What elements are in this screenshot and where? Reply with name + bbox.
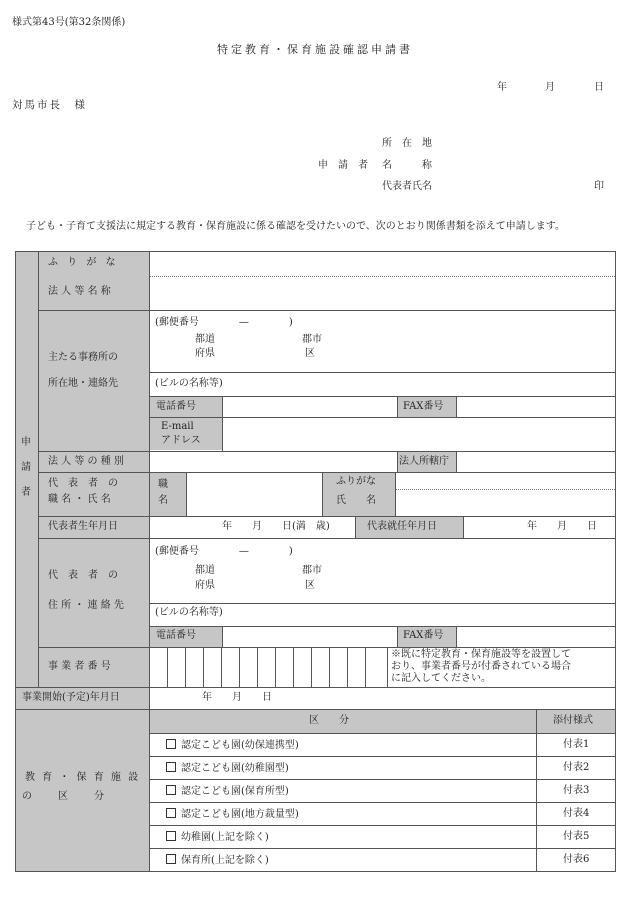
main-postal-label: (郵便番号 — ) [155, 317, 293, 328]
facility-attachment-3: 付表3 [563, 785, 590, 796]
rep-title-label-2: 職 名 ・ 氏 名 [48, 494, 111, 505]
rep-postal-label: (郵便番号 — ) [155, 546, 293, 557]
main-pref-label-1: 都道 [195, 334, 215, 345]
applicant-side-label-2: 請 [21, 462, 31, 473]
applicant-side-label-1: 申 [21, 437, 31, 448]
date-year: 年 [497, 82, 507, 93]
intro-text: 子ども・子育て支援法に規定する教育・保育施設に係る確認を受けたいので、次のとおり関係書類を添えて申請します。 [26, 221, 565, 232]
checkbox-icon[interactable] [166, 808, 176, 818]
email-label-1: E-mail [161, 421, 194, 432]
rep-phone-label: 電話番号 [156, 630, 196, 641]
main-city-label-2: 区 [305, 348, 315, 359]
checkbox-icon[interactable] [166, 785, 176, 795]
checkbox-icon[interactable] [166, 854, 176, 864]
facility-option-3[interactable]: 認定こども園(保育所型) [166, 785, 289, 798]
facility-option-6[interactable]: 保育所(上記を除く) [166, 854, 269, 867]
facility-attachment-6: 付表6 [563, 854, 590, 865]
rep-address-label-1: 代 表 者 の [48, 570, 118, 581]
representative-name-label: 代表者氏名 [382, 181, 432, 192]
rep-address-label-2: 住 所 ・ 連 絡 先 [48, 600, 124, 611]
form-number: 様式第43号(第32条関係) [12, 17, 126, 28]
provider-note-line-2: おり、事業者番号が付番されている場合 [391, 661, 571, 672]
main-office-label-1: 主たる事務所の [48, 352, 118, 363]
rep-furigana-label: ふりがな [336, 476, 376, 487]
start-row-label: 事業開始(予定)年月日 [22, 692, 120, 703]
attachment-header: 添付様式 [553, 715, 593, 726]
facility-attachment-2: 付表2 [563, 762, 590, 773]
facility-label-2: の 区 分 [22, 791, 106, 802]
main-building-label: (ビルの名称等) [155, 378, 223, 389]
main-phone-label: 電話番号 [156, 401, 196, 412]
start-row-date: 年 月 日 [202, 692, 272, 703]
checkbox-icon[interactable] [166, 739, 176, 749]
rep-city-label-1: 郡市 [302, 565, 322, 576]
facility-attachment-4: 付表4 [563, 808, 590, 819]
main-city-label-1: 郡市 [302, 334, 322, 345]
applicant-location-label: 所 在 地 [382, 138, 432, 149]
email-label-2: アドレス [161, 435, 201, 446]
provider-note-line-3: に記入してください。 [391, 673, 491, 684]
addressee: 対馬市長 様 [12, 99, 87, 111]
rep-fax-label: FAX番号 [403, 630, 444, 641]
document-title: 特定教育・保育施設確認申請書 [217, 43, 413, 56]
main-office-label-2: 所在地・連絡先 [48, 378, 118, 389]
applicant-side-label-3: 者 [21, 487, 31, 498]
facility-label-1: 教 育 ・ 保 育 施 設 [25, 772, 141, 783]
rep-start-label: 代表就任年月日 [367, 521, 437, 532]
rep-birth-date: 年 月 日(満 歳) [222, 521, 330, 532]
corp-office-label: 法人所轄庁 [399, 456, 449, 467]
main-fax-label: FAX番号 [403, 401, 444, 412]
facility-attachment-5: 付表5 [563, 831, 590, 842]
provider-no-label: 事 業 者 番 号 [48, 661, 111, 672]
rep-city-label-2: 区 [305, 580, 315, 591]
applicant-label: 申 請 者 [318, 160, 368, 171]
provider-note-line-1: ※既に特定教育・保育施設等を設置して [391, 649, 571, 660]
date-month: 月 [545, 82, 555, 93]
main-pref-label-2: 府県 [195, 348, 215, 359]
checkbox-icon[interactable] [166, 762, 176, 772]
facility-option-1[interactable]: 認定こども園(幼保連携型) [166, 739, 299, 752]
date-day: 日 [594, 82, 604, 93]
rep-pref-label-1: 都道 [195, 565, 215, 576]
rep-building-label: (ビルの名称等) [155, 607, 223, 618]
facility-option-2[interactable]: 認定こども園(幼稚園型) [166, 762, 289, 775]
seal-mark: 印 [594, 181, 604, 192]
facility-option-5[interactable]: 幼稚園(上記を除く) [166, 831, 269, 844]
corp-name-label: 法 人 等 名 称 [48, 286, 111, 297]
rep-birth-label: 代表者生年月日 [48, 521, 118, 532]
corp-type-label: 法 人 等 の 種 別 [48, 456, 124, 467]
rep-name-label: 氏 名 [336, 495, 376, 506]
mei-label: 名 [158, 495, 168, 506]
furigana-label: ふ り が な [48, 257, 119, 268]
rep-title-label-1: 代 表 者 の [48, 478, 118, 489]
checkbox-icon[interactable] [166, 831, 176, 841]
facility-attachment-1: 付表1 [563, 739, 590, 750]
applicant-name-label: 名 称 [382, 160, 432, 171]
category-header: 区 分 [309, 715, 349, 726]
rep-start-date: 年 月 日 [527, 521, 597, 532]
rep-pref-label-2: 府県 [195, 580, 215, 591]
shoku-label: 職 [158, 479, 168, 490]
facility-option-4[interactable]: 認定こども園(地方裁量型) [166, 808, 299, 821]
